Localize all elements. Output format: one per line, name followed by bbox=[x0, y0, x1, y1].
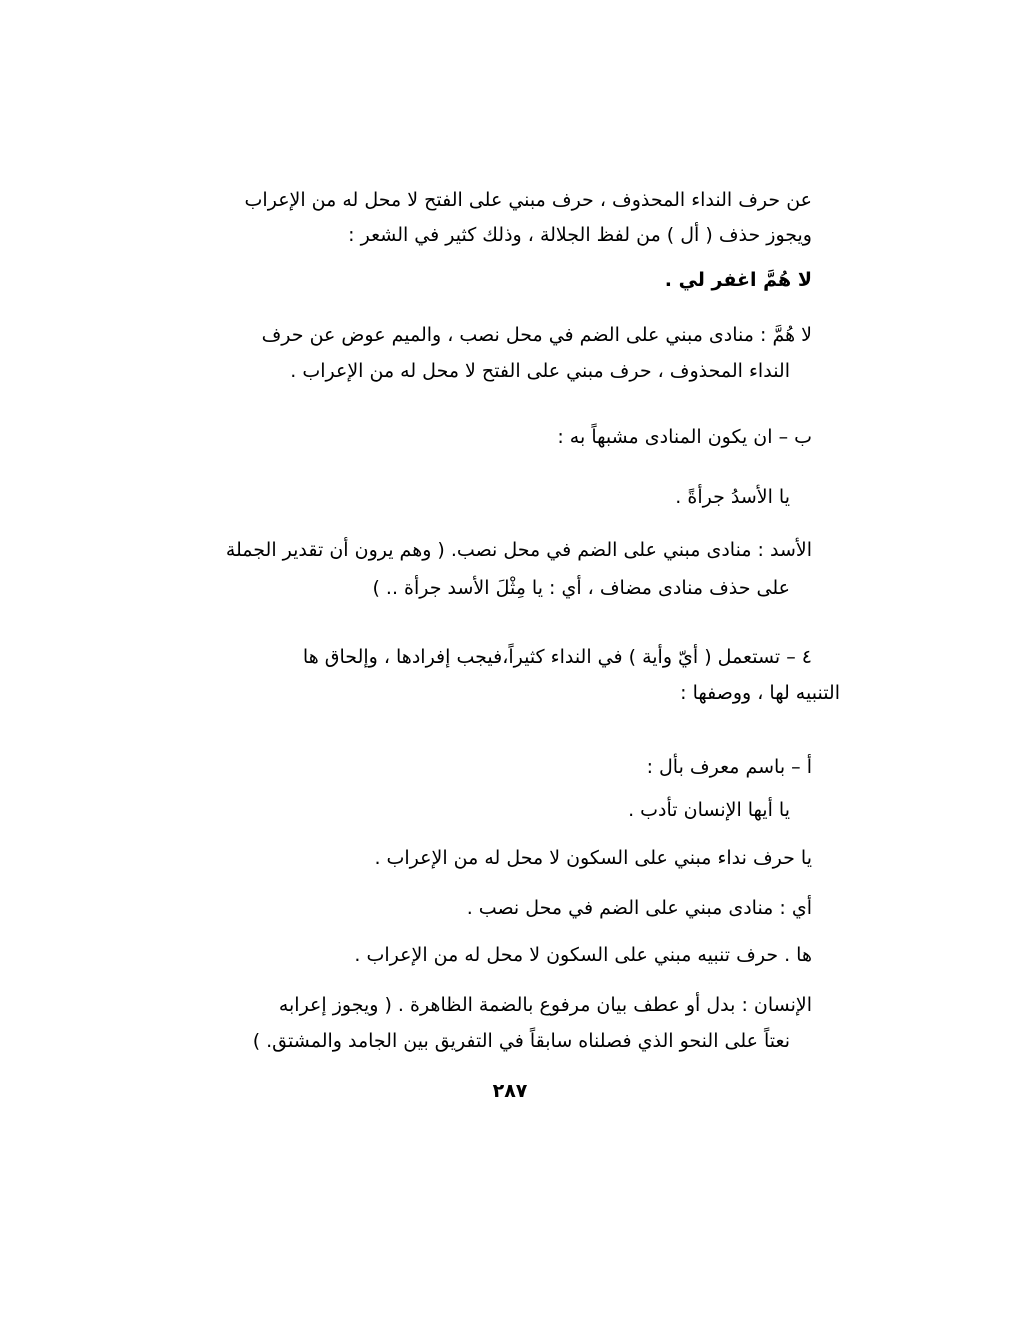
example-line: يا الأسدُ جرأةً . bbox=[675, 486, 790, 508]
parse-line: أي : منادى مبني على الضم في محل نصب . bbox=[466, 897, 812, 919]
example-line: لا هُمَّ اغفر لي . bbox=[664, 269, 812, 291]
example-line: يا أيها الإنسان تأدب . bbox=[628, 799, 790, 821]
parse-line: يا حرف نداء مبني على السكون لا محل له من الإعراب . bbox=[374, 847, 812, 869]
paragraph-line: على حذف منادى مضاف ، أي : يا مِثْلَ الأسد جرأة .. ) bbox=[372, 577, 790, 599]
parse-line: الإنسان : بدل أو عطف بيان مرفوع بالضمة الظاهرة . ( ويجوز إعرابه bbox=[278, 994, 812, 1016]
paragraph-line: ويجوز حذف ( أل ) من لفظ الجلالة ، وذلك كثير في الشعر : bbox=[348, 224, 812, 246]
paragraph-line: عن حرف النداء المحذوف ، حرف مبني على الفتح لا محل له من الإعراب bbox=[244, 189, 812, 211]
paragraph-line: النداء المحذوف ، حرف مبني على الفتح لا محل له من الإعراب . bbox=[290, 360, 790, 382]
paragraph-line: لا هُمَّ : منادى مبني على الضم في محل نصب ، والميم عوض عن حرف bbox=[261, 324, 812, 346]
page-number: ٢٨٧ bbox=[492, 1080, 528, 1102]
parse-line: نعتاً على النحو الذي فصلناه سابقاً في التفريق بين الجامد والمشتق. ) bbox=[252, 1030, 790, 1052]
parse-line: ها . حرف تنبيه مبني على السكون لا محل له من الإعراب . bbox=[354, 944, 812, 966]
section-heading: ٤ – تستعمل ( أيّ وأية ) في النداء كثيراً،فيجب إفرادها ، وإلحاق ها bbox=[302, 646, 812, 668]
section-heading: ب – ان يكون المنادى مشبهاً به : bbox=[557, 426, 812, 448]
paragraph-line: التنبيه لها ، ووصفها : bbox=[680, 682, 840, 704]
paragraph-line: الأسد : منادى مبني على الضم في محل نصب. ( وهم يرون أن تقدير الجملة bbox=[225, 539, 812, 561]
section-heading: أ – باسم معرف بأل : bbox=[646, 756, 812, 778]
